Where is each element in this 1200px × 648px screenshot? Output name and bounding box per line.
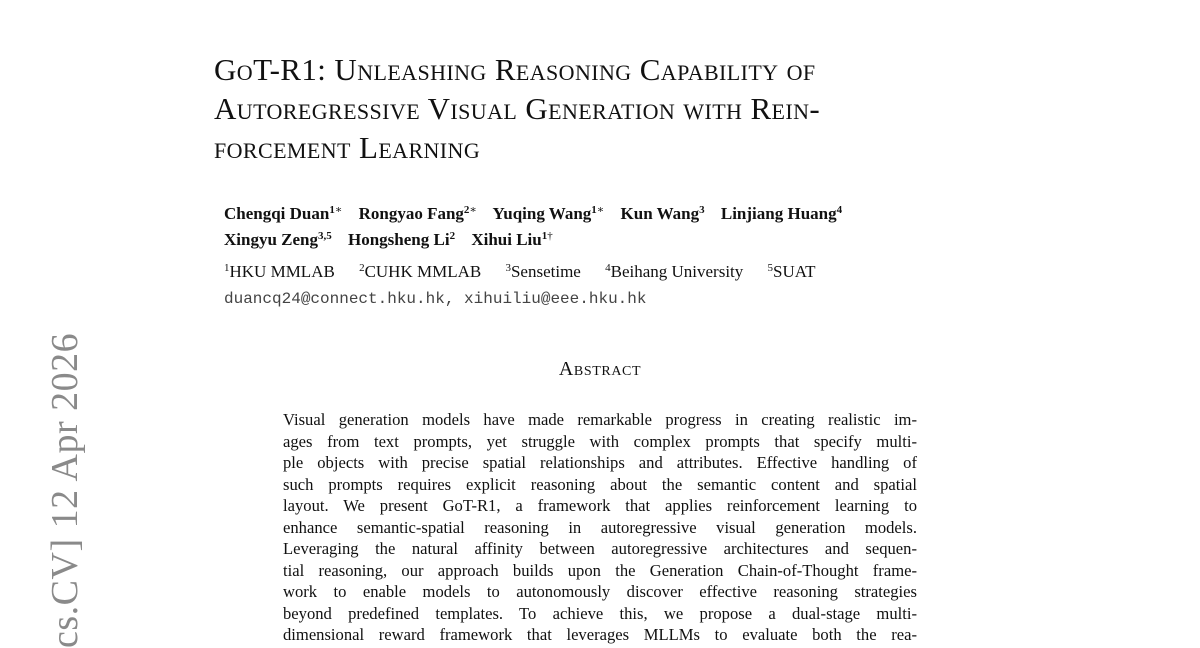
author: Hongsheng Li$^2$ [348,230,456,249]
title-line: forcement Learning [214,130,481,165]
author: Rongyao Fang$^{2∗}$ [358,204,477,223]
affiliation: $^1$HKU MMLAB [224,262,335,281]
abstract-line: enhance semantic-spatial reasoning in autoregressive visual generation models. [283,517,917,537]
author: Xihui Liu$^{1\dagger}$ [471,230,553,249]
abstract-line: work to enable models to autonomously discover effective reasoning strategies [283,582,917,601]
arxiv-side-stamp: cs.CV] 12 Apr 2026 [44,332,86,648]
author: Chengqi Duan$^{1∗}$ [224,204,343,223]
contact-emails[interactable]: duancq24@connect.hku.hk, xihuiliu@eee.hku.hk [224,290,647,308]
abstract-line: beyond predefined templates. To achieve this, we propose a dual-stage multi- [283,603,917,623]
abstract-body [283,409,917,646]
author: Linjiang Huang$^4$ [720,204,843,223]
abstract-line: Visual generation models have made remarkable progress in creating realistic im- [283,410,917,429]
paper-title [214,50,1014,167]
author-list [224,201,854,253]
abstract-heading: Abstract [558,358,642,380]
abstract-line: dimensional reward framework that leverages MLLMs to evaluate both the rea- [283,625,917,644]
affiliation: $^4$Beihang University [605,262,744,281]
abstract-line: Leveraging the natural affinity between autoregressive architectures and sequen- [283,539,917,558]
abstract-line: layout. We present GoT-R1, a framework that applies reinforcement learning to [283,496,917,515]
author-line [224,201,854,227]
affiliation: $^5$SUAT [767,262,816,281]
affiliation: $^2$CUHK MMLAB [359,262,482,281]
author-line [224,227,854,253]
abstract-line: ple objects with precise spatial relationships and attributes. Effective handling of [283,453,917,472]
abstract-line: such prompts requires explicit reasoning about the semantic content and spatial [283,474,917,494]
affiliation: $^3$Sensetime [505,262,581,281]
author: Kun Wang$^3$ [620,204,705,223]
author: Xingyu Zeng$^{3,5}$ [224,230,332,249]
abstract-line: ages from text prompts, yet struggle with complex prompts that specify multi- [283,431,917,451]
author: Yuqing Wang$^{1∗}$ [492,204,605,223]
abstract-line: tial reasoning, our approach builds upon the Generation Chain-of-Thought frame- [283,560,917,580]
title-line: Autoregressive Visual Generation with Rein- [214,91,821,126]
title-line: GoT-R1: Unleashing Reasoning Capability of [214,52,816,87]
affiliation-list [224,262,836,282]
